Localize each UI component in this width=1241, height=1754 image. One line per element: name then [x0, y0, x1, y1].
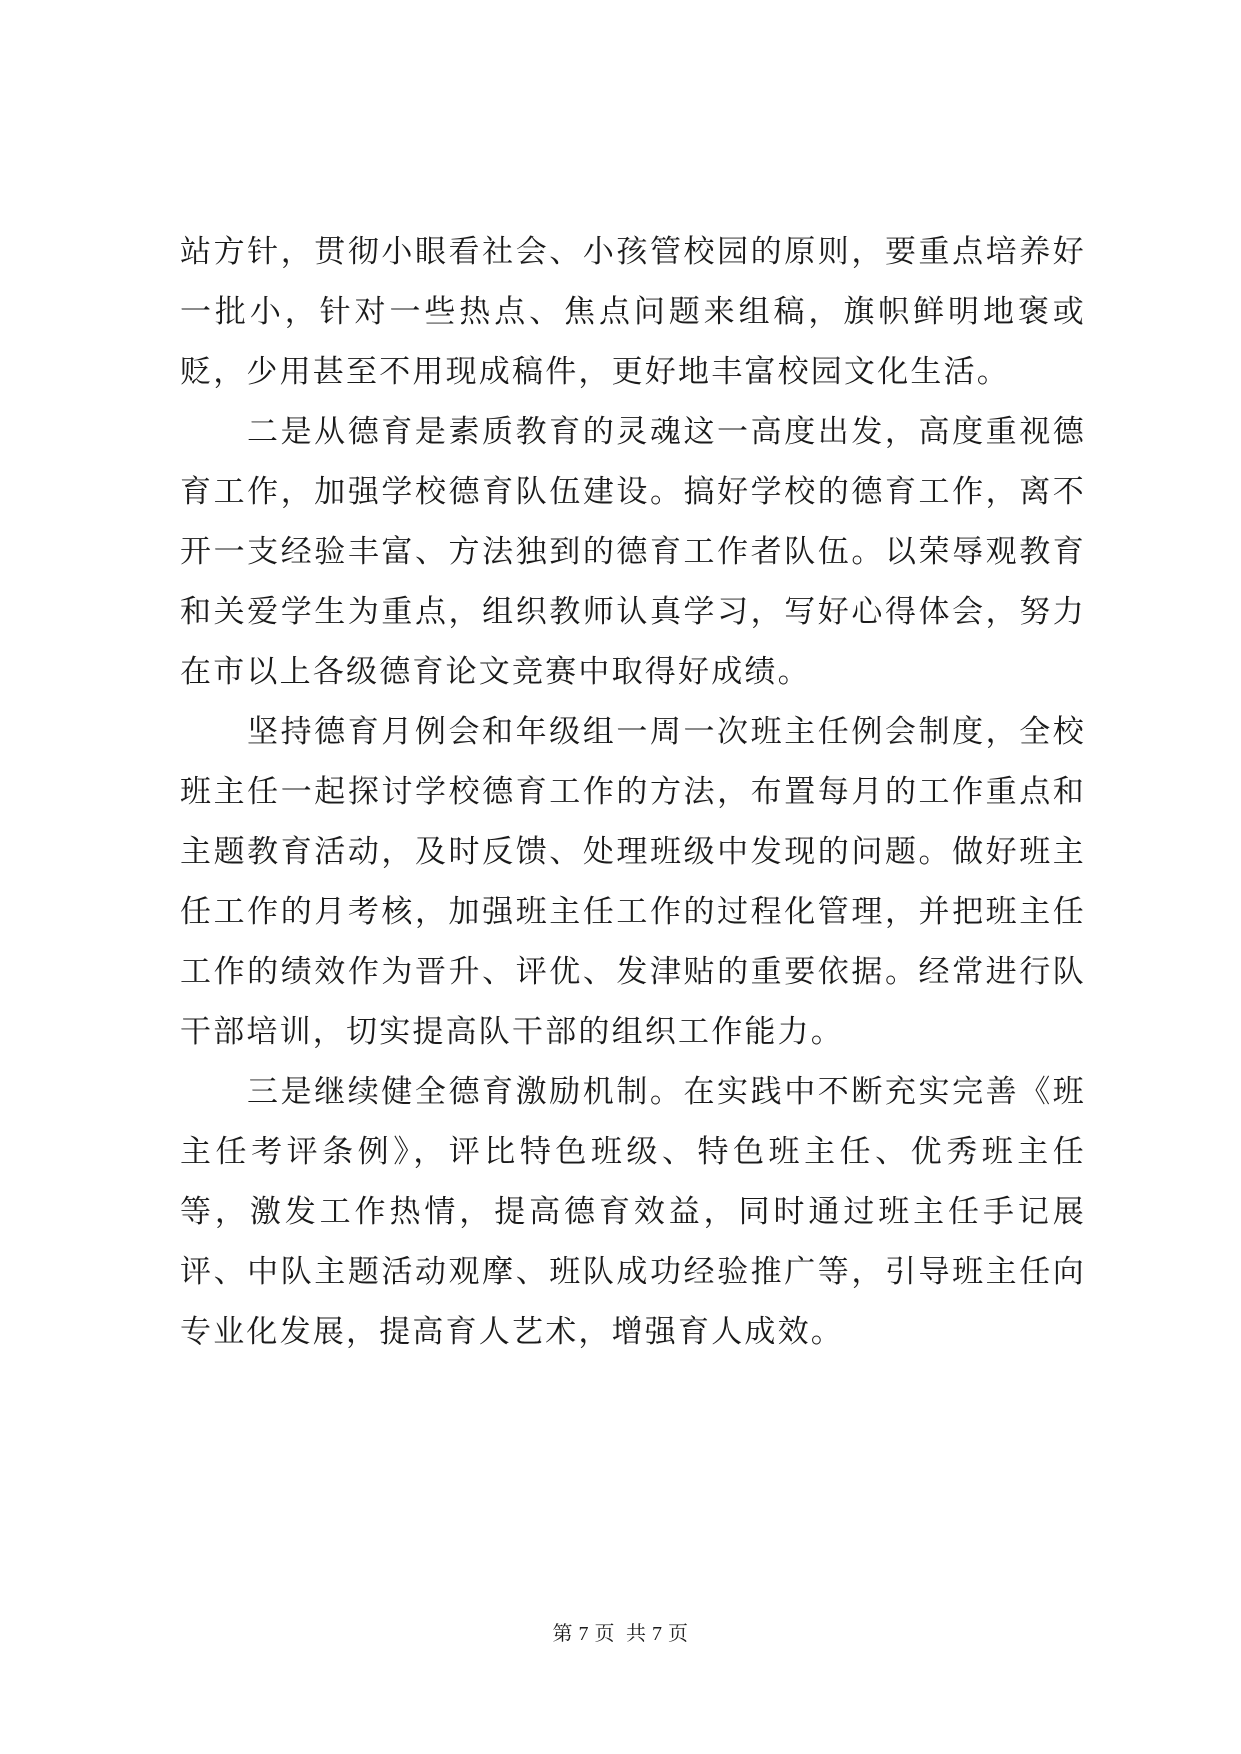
paragraph-1: 站方针，贯彻小眼看社会、小孩管校园的原则，要重点培养好一批小，针对一些热点、焦点问题来组稿，旗帜鲜明地褒或贬，少用甚至不用现成稿件，更好地丰富校园文化生活。	[180, 234, 1086, 390]
paragraph-4: 三是继续健全德育激励机制。在实践中不断充实完善《班主任考评条例》，评比特色班级、特色班主任、优秀班主任等，激发工作热情，提高德育效益，同时通过班主任手记展评、中队主题活动观摩、班队成功经验推广等，引导班主任向专业化发展，提高育人艺术，增强育人成效。	[180, 1074, 1086, 1350]
page-footer	[0, 1620, 1241, 1648]
paragraph-3: 坚持德育月例会和年级组一周一次班主任例会制度，全校班主任一起探讨学校德育工作的方法，布置每月的工作重点和主题教育活动，及时反馈、处理班级中发现的问题。做好班主任工作的月考核，加强班主任工作的过程化管理，并把班主任工作的绩效作为晋升、评优、发津贴的重要依据。经常进行队干部培训，切实提高队干部的组织工作能力。	[180, 714, 1086, 1050]
page-number: 第 7 页 共 7 页	[552, 1623, 689, 1645]
body-text	[180, 222, 1086, 1362]
paragraph-2: 二是从德育是素质教育的灵魂这一高度出发，高度重视德育工作，加强学校德育队伍建设。搞好学校的德育工作，离不开一支经验丰富、方法独到的德育工作者队伍。以荣辱观教育和关爱学生为重点，组织教师认真学习，写好心得体会，努力在市以上各级德育论文竞赛中取得好成绩。	[180, 414, 1086, 690]
